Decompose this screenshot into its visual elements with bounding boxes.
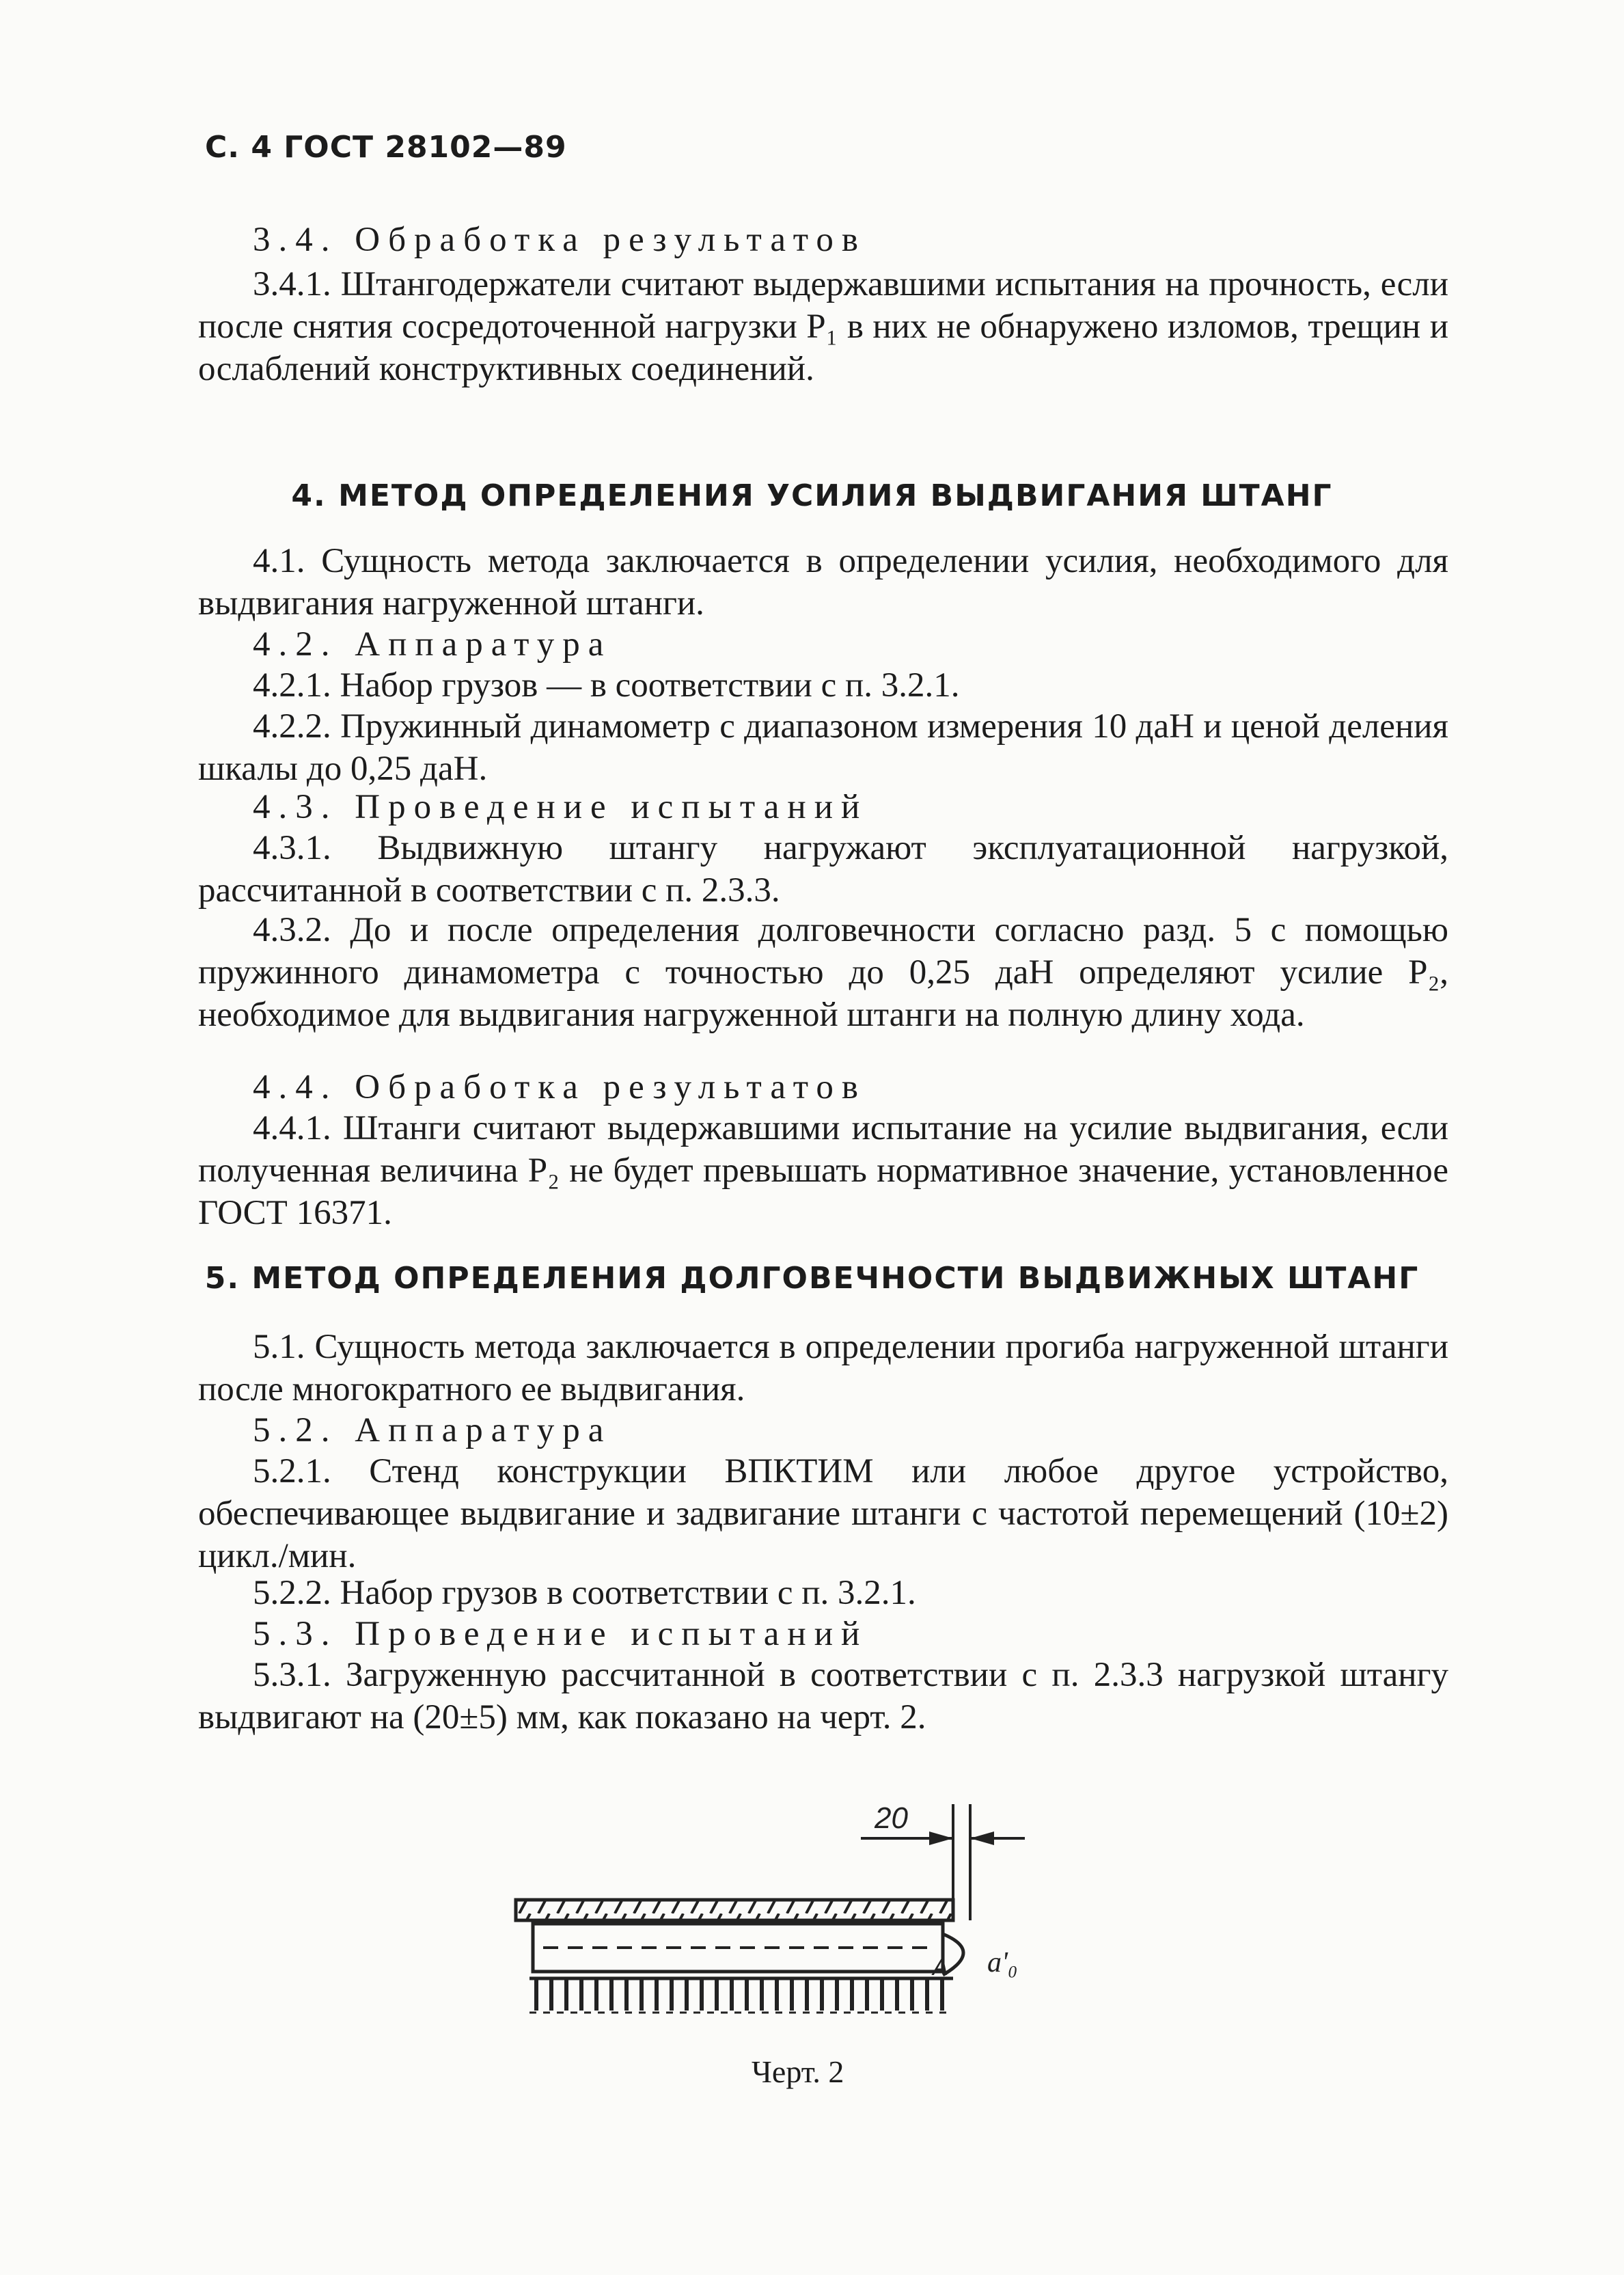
subsection-5-3-heading: 5.3. Проведение испытаний [253,1615,868,1653]
paragraph-5-2-1: 5.2.1. Стенд конструкции ВПКТИМ или любое другое устройство, обеспечивающее выдвигание и задвигание штанги с частотой перемещений (10±2) цикл./мин. [198,1452,1448,1575]
paragraph-5-1: 5.1. Сущность метода заключается в определении прогиба нагруженной штанги после многократного ее выдвигания. [198,1328,1448,1408]
deflection-label: a'₀ [987,1947,1018,1978]
subsection-3-4-heading: 3.4. Обработка результатов [253,221,866,259]
figure-caption: Черт. 2 [752,2054,844,2089]
page-header: С. 4 ГОСТ 28102—89 [205,130,567,165]
paragraph-5-2-2: 5.2.2. Набор грузов в соответствии с п. 3.2.1. [253,1574,916,1612]
section-4-heading: 4. МЕТОД ОПРЕДЕЛЕНИЯ УСИЛИЯ ВЫДВИГАНИЯ ШТАНГ [291,478,1333,513]
section-5-heading: 5. МЕТОД ОПРЕДЕЛЕНИЯ ДОЛГОВЕЧНОСТИ ВЫДВИЖНЫХ ШТАНГ [204,1261,1420,1296]
base-comb [529,1978,953,2013]
paragraph-4-2-1: 4.2.1. Набор грузов — в соответствии с п. 3.2.1. [253,666,960,705]
subsection-4-3-heading: 4.3. Проведение испытаний [253,788,868,826]
rod [533,1924,963,1980]
top-plate [516,1900,953,1920]
paragraph-3-4-1: 3.4.1. Штангодержатели считают выдержавшими испытания на прочность, если после снятия сосредоточенной нагрузки P₁ в них не обнаружено изломов, трещин и ослаблений конструктивных соединений. [198,265,1448,388]
paragraph-4-3-1: 4.3.1. Выдвижную штангу нагружают эксплуатационной нагрузкой, рассчитанной в соответствии с п. 2.3.3. [198,829,1448,910]
paragraph-4-3-2: 4.3.2. До и после определения долговечности согласно разд. 5 с помощью пружинного динамометра с точностью до 0,25 даН определяют усилие P₂, необходимое для выдвигания нагруженной штанги на полную длину хода. [198,911,1448,1034]
subsection-4-2-heading: 4.2. Аппаратура [253,625,612,664]
paragraph-4-2-2: 4.2.2. Пружинный динамометр с диапазоном измерения 10 даН и ценой деления шкалы до 0,25 даН. [198,707,1448,788]
point-a-label: A [933,1954,948,1980]
paragraph-4-1: 4.1. Сущность метода заключается в определении усилия, необходимого для выдвигания нагруженной штанги. [198,542,1448,623]
paragraph-5-3-1: 5.3.1. Загруженную рассчитанной в соответствии с п. 2.3.3 нагрузкой штангу выдвигают на (20±5) мм, как показано на черт. 2. [198,1656,1448,1736]
dimension-label: 20 [875,1801,908,1835]
subsection-4-4-heading: 4.4. Обработка результатов [253,1068,866,1106]
figure-2-diagram [478,1790,1093,2043]
paragraph-4-4-1: 4.4.1. Штанги считают выдержавшими испытание на усилие выдвигания, если полученная величина P₂ не будет превышать нормативное значение, установленное ГОСТ 16371. [198,1109,1448,1232]
subsection-5-2-heading: 5.2. Аппаратура [253,1411,612,1449]
